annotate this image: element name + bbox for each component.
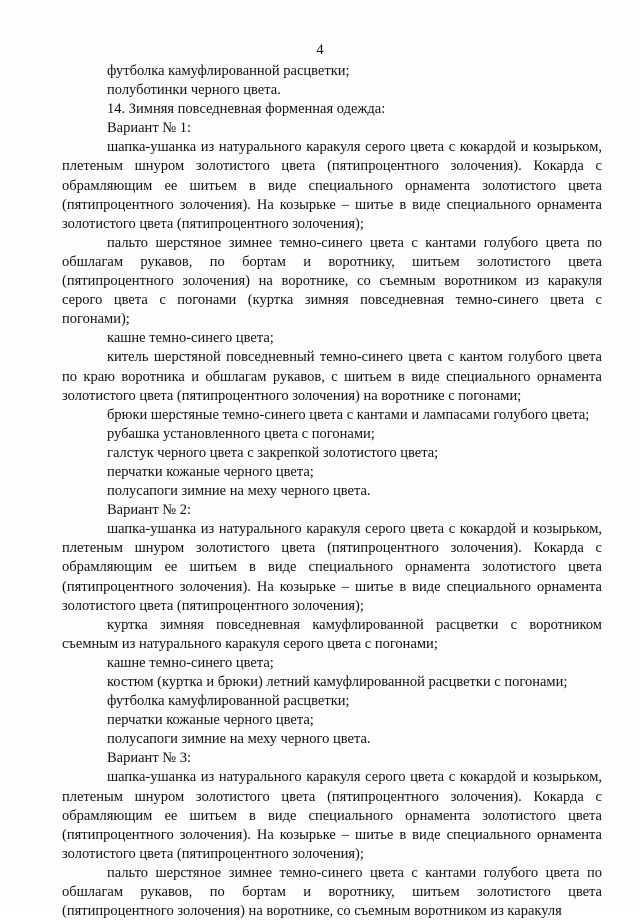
paragraph-18: костюм (куртка и брюки) летний камуфлированной расцветки с погонами; xyxy=(107,674,568,690)
paragraph-2: полуботинки черного цвета. xyxy=(107,82,281,99)
paragraph-17: кашне темно-синего цвета; xyxy=(107,654,274,671)
paragraph-13: полусапоги зимние на меху черного цвета. xyxy=(107,483,371,500)
paragraph-16: куртка зимняя повседневная камуфлированной расцветки с воротником съемным из натурального каракуля серого цвета с погонами; xyxy=(62,616,602,652)
document-body xyxy=(62,62,602,921)
section-heading-14: 14. Зимняя повседневная форменная одежда: xyxy=(107,101,386,118)
variant-1-heading: Вариант № 1: xyxy=(107,120,192,137)
paragraph-11: галстук черного цвета с закрепкой золотистого цвета; xyxy=(107,444,439,461)
paragraph-20: перчатки кожаные черного цвета; xyxy=(107,712,314,729)
paragraph-23: шапка-ушанка из натурального каракуля серого цвета с кокардой и козырьком, плетеным шнуром золотистого цвета (пятипроцентного золочения). Кокарда с обрамляющим ее шитьем в виде специального орнамента золотистого цвета (пятипроцентного золочения). На козырьке – шитье в виде специального орнамента золотистого цвета (пятипроцентного золочения); xyxy=(62,769,602,862)
paragraph-5: шапка-ушанка из натурального каракуля серого цвета с кокардой и козырьком, плетеным шнуром золотистого цвета (пятипроцентного золочения). Кокарда с обрамляющим ее шитьем в виде специального орнамента золотистого цвета (пятипроцентного золочения). На козырьке – шитье в виде специального орнамента золотистого цвета (пятипроцентного золочения); xyxy=(62,139,602,232)
paragraph-9: брюки шерстяные темно-синего цвета с кантами и лампасами голубого цвета; xyxy=(107,406,590,423)
paragraph-15: шапка-ушанка из натурального каракуля серого цвета с кокардой и козырьком, плетеным шнуром золотистого цвета (пятипроцентного золочения). Кокарда с обрамляющим ее шитьем в виде специального орнамента золотистого цвета (пятипроцентного золочения). На козырьке – шитье в виде специального орнамента золотистого цвета (пятипроцентного золочения); xyxy=(62,521,602,614)
paragraph-6: пальто шерстяное зимнее темно-синего цвета с кантами голубого цвета по обшлагам рукавов, по бортам и воротнику, шитьем золотистого цвета (пятипроцентного золочения) на воротнике, со съемным воротником из каракуля серого цвета с погонами (куртка зимняя повседневная темно-синего цвета с погонами); xyxy=(62,234,602,328)
paragraph-24: пальто шерстяное зимнее темно-синего цвета с кантами голубого цвета по обшлагам рукавов, по бортам и воротнику, шитьем золотистого цвета (пятипроцентного золочения) на воротнике, со съемным воротником из каракуля xyxy=(62,864,602,920)
variant-2-heading: Вариант № 2: xyxy=(107,502,192,519)
paragraph-7: кашне темно-синего цвета; xyxy=(107,330,274,347)
paragraph-19: футболка камуфлированной расцветки; xyxy=(107,693,350,710)
variant-3-heading: Вариант № 3: xyxy=(107,750,192,767)
paragraph-12: перчатки кожаные черного цвета; xyxy=(107,463,314,480)
page-number: 4 xyxy=(316,42,324,58)
paragraph-1: футболка камуфлированной расцветки; xyxy=(107,63,350,79)
paragraph-21: полусапоги зимние на меху черного цвета. xyxy=(107,731,371,748)
paragraph-10: рубашка установленного цвета с погонами; xyxy=(107,425,375,442)
paragraph-8: китель шерстяной повседневный темно-синего цвета с кантом голубого цвета по краю воротника и обшлагам рукавов, с шитьем в виде специального орнамента золотистого цвета (пятипроцентного золочения) на воротнике с погонами; xyxy=(62,349,602,404)
